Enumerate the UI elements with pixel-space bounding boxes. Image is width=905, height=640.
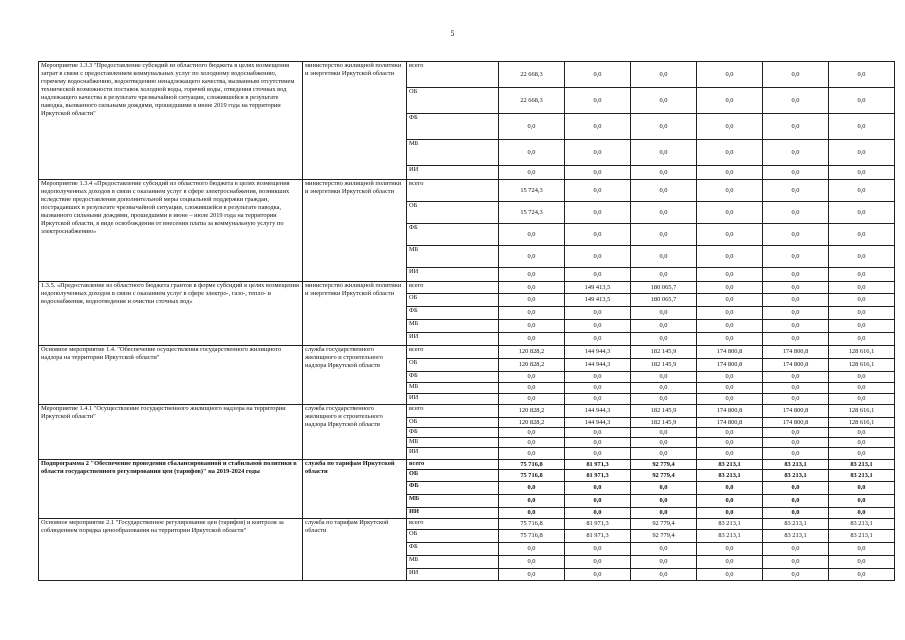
activity-name: Основное мероприятие 2.1 "Государственное регулирование цен (тарифов) и контроля за соблюдением порядка ценообразования на территории Иркутской области"	[39, 519, 303, 581]
amount-cell: 0,0	[631, 140, 697, 166]
amount-cell: 0,0	[697, 320, 763, 333]
executor-name: министерство жилищной политики и энергетики Иркутской области	[303, 282, 407, 346]
amount-cell: 0,0	[763, 383, 829, 394]
amount-cell: 0,0	[763, 282, 829, 294]
amount-cell: 0,0	[499, 438, 565, 448]
page-number: 5	[450, 29, 455, 38]
amount-cell: 0,0	[829, 320, 895, 333]
amount-cell: 0,0	[565, 383, 631, 394]
amount-cell: 0,0	[763, 114, 829, 140]
amount-cell: 174 800,8	[697, 359, 763, 372]
amount-cell: 0,0	[829, 448, 895, 460]
amount-cell: 0,0	[631, 307, 697, 320]
amount-cell: 83 213,1	[697, 470, 763, 482]
amount-cell: 0,0	[631, 438, 697, 448]
amount-cell: 0,0	[565, 428, 631, 438]
amount-cell: 0,0	[697, 88, 763, 114]
amount-cell: 0,0	[631, 268, 697, 282]
amount-cell: 0,0	[499, 482, 565, 495]
funding-source: МБ	[407, 383, 499, 394]
funding-source: ОБ	[407, 294, 499, 307]
amount-cell: 0,0	[697, 166, 763, 180]
amount-cell: 182 145,9	[631, 346, 697, 359]
amount-cell: 0,0	[763, 246, 829, 268]
amount-cell: 0,0	[631, 320, 697, 333]
amount-cell: 0,0	[697, 333, 763, 346]
funding-source: ОБ	[407, 418, 499, 428]
amount-cell: 0,0	[697, 556, 763, 569]
amount-cell: 128 616,1	[829, 418, 895, 428]
amount-cell: 92 779,4	[631, 460, 697, 470]
amount-cell: 92 779,4	[631, 530, 697, 543]
amount-cell: 174 800,8	[697, 405, 763, 418]
amount-cell: 0,0	[631, 428, 697, 438]
amount-cell: 0,0	[763, 438, 829, 448]
activity-name: 1.3.5. «Предоставление из областного бюджета грантов в форме субсидий в целях возмещения недополученных доходов в связи с оказанием услуг в сфере электро-, газо-, тепло- и водоснабжения, водоотведения и очистки сточных вод»	[39, 282, 303, 346]
amount-cell: 0,0	[697, 448, 763, 460]
amount-cell: 0,0	[829, 202, 895, 224]
activity-name: Основное мероприятие 1.4. "Обеспечение осуществления государственного жилищного надзора на территории Иркутской области"	[39, 346, 303, 405]
amount-cell: 0,0	[631, 246, 697, 268]
amount-cell: 0,0	[697, 428, 763, 438]
amount-cell: 81 971,3	[565, 470, 631, 482]
amount-cell: 174 800,8	[697, 346, 763, 359]
amount-cell: 180 065,7	[631, 282, 697, 294]
table-row	[39, 62, 895, 88]
amount-cell: 0,0	[631, 62, 697, 88]
funding-source: ФБ	[407, 372, 499, 383]
funding-source: ОБ	[407, 470, 499, 482]
amount-cell: 0,0	[499, 428, 565, 438]
funding-source: ИИ	[407, 268, 499, 282]
amount-cell: 0,0	[565, 394, 631, 405]
amount-cell: 0,0	[631, 166, 697, 180]
amount-cell: 83 213,1	[763, 530, 829, 543]
amount-cell: 0,0	[829, 62, 895, 88]
amount-cell: 128 616,1	[829, 346, 895, 359]
amount-cell: 0,0	[763, 482, 829, 495]
amount-cell: 75 716,8	[499, 519, 565, 530]
amount-cell: 0,0	[499, 246, 565, 268]
funding-source: всего	[407, 346, 499, 359]
amount-cell: 0,0	[829, 114, 895, 140]
amount-cell: 0,0	[763, 268, 829, 282]
amount-cell: 0,0	[697, 543, 763, 556]
amount-cell: 0,0	[631, 543, 697, 556]
amount-cell: 0,0	[829, 88, 895, 114]
amount-cell: 0,0	[565, 140, 631, 166]
amount-cell: 83 213,1	[763, 460, 829, 470]
amount-cell: 0,0	[565, 307, 631, 320]
executor-name: служба государственного жилищного и строительного надзора Иркутской области	[303, 405, 407, 460]
amount-cell: 81 971,3	[565, 530, 631, 543]
amount-cell: 0,0	[697, 246, 763, 268]
amount-cell: 0,0	[565, 438, 631, 448]
amount-cell: 120 828,2	[499, 418, 565, 428]
amount-cell: 0,0	[565, 224, 631, 246]
amount-cell: 0,0	[565, 202, 631, 224]
amount-cell: 0,0	[697, 569, 763, 581]
amount-cell: 83 213,1	[697, 460, 763, 470]
amount-cell: 0,0	[829, 569, 895, 581]
amount-cell: 0,0	[763, 320, 829, 333]
amount-cell: 0,0	[829, 294, 895, 307]
amount-cell: 0,0	[631, 114, 697, 140]
table-body	[39, 62, 895, 581]
amount-cell: 0,0	[697, 372, 763, 383]
executor-name: служба по тарифам Иркутской области	[303, 519, 407, 581]
amount-cell: 0,0	[631, 224, 697, 246]
amount-cell: 0,0	[565, 88, 631, 114]
amount-cell: 180 065,7	[631, 294, 697, 307]
funding-source: всего	[407, 519, 499, 530]
amount-cell: 0,0	[829, 495, 895, 508]
amount-cell: 0,0	[565, 495, 631, 508]
amount-cell: 0,0	[565, 482, 631, 495]
amount-cell: 0,0	[499, 508, 565, 519]
amount-cell: 0,0	[499, 448, 565, 460]
amount-cell: 0,0	[631, 482, 697, 495]
amount-cell: 75 716,8	[499, 460, 565, 470]
table-row	[39, 282, 895, 294]
amount-cell: 0,0	[499, 383, 565, 394]
amount-cell: 0,0	[499, 320, 565, 333]
amount-cell: 174 800,8	[697, 418, 763, 428]
amount-cell: 0,0	[763, 333, 829, 346]
amount-cell: 128 616,1	[829, 405, 895, 418]
amount-cell: 22 668,3	[499, 88, 565, 114]
amount-cell: 0,0	[565, 268, 631, 282]
funding-source: всего	[407, 180, 499, 202]
table-row	[39, 460, 895, 470]
amount-cell: 0,0	[763, 166, 829, 180]
executor-name: служба по тарифам Иркутской области	[303, 460, 407, 519]
table-row	[39, 346, 895, 359]
amount-cell: 0,0	[499, 294, 565, 307]
amount-cell: 0,0	[565, 556, 631, 569]
amount-cell: 0,0	[829, 166, 895, 180]
amount-cell: 0,0	[631, 569, 697, 581]
funding-source: ОБ	[407, 359, 499, 372]
amount-cell: 0,0	[763, 202, 829, 224]
amount-cell: 0,0	[499, 372, 565, 383]
amount-cell: 83 213,1	[697, 530, 763, 543]
amount-cell: 0,0	[697, 383, 763, 394]
amount-cell: 0,0	[697, 482, 763, 495]
amount-cell: 144 944,3	[565, 418, 631, 428]
amount-cell: 0,0	[829, 180, 895, 202]
amount-cell: 0,0	[829, 246, 895, 268]
funding-source: ФБ	[407, 428, 499, 438]
funding-source: ИИ	[407, 569, 499, 581]
executor-name: министерство жилищной политики и энергетики Иркутской области	[303, 180, 407, 282]
amount-cell: 0,0	[763, 294, 829, 307]
funding-source: МБ	[407, 320, 499, 333]
amount-cell: 83 213,1	[829, 519, 895, 530]
amount-cell: 0,0	[829, 383, 895, 394]
amount-cell: 182 145,9	[631, 405, 697, 418]
amount-cell: 0,0	[565, 448, 631, 460]
activity-name: Мероприятие 1.3.4 «Предоставление субсидий из областного бюджета в целях возмещения недополученных доходов в связи с оказанием услуг в сфере электроснабжения, возникших вследствие предоставления дополнительной меры социальной поддержки граждан, пострадавших в результате чрезвычайной ситуации, сложившейся в результате паводка, вызванного сильными дождями, прошедшими в июне – июле 2019 года на территории Иркутской области, в виде освобождения от внесения платы за коммунальную услугу по электроснабжению»	[39, 180, 303, 282]
amount-cell: 0,0	[763, 428, 829, 438]
funding-source: ИИ	[407, 448, 499, 460]
amount-cell: 0,0	[829, 556, 895, 569]
amount-cell: 0,0	[697, 307, 763, 320]
amount-cell: 0,0	[829, 372, 895, 383]
amount-cell: 0,0	[763, 88, 829, 114]
amount-cell: 0,0	[499, 282, 565, 294]
amount-cell: 0,0	[565, 372, 631, 383]
amount-cell: 0,0	[829, 543, 895, 556]
amount-cell: 0,0	[565, 508, 631, 519]
amount-cell: 149 413,5	[565, 282, 631, 294]
amount-cell: 0,0	[631, 508, 697, 519]
amount-cell: 75 716,8	[499, 530, 565, 543]
funding-source: ФБ	[407, 114, 499, 140]
amount-cell: 149 413,5	[565, 294, 631, 307]
amount-cell: 0,0	[565, 569, 631, 581]
table-row	[39, 405, 895, 418]
activity-name: Подпрограмма 2 "Обеспечение проведения сбалансированной и стабильной политики в области государственного регулирования цен (тарифов)" на 2019-2024 годы	[39, 460, 303, 519]
amount-cell: 0,0	[763, 394, 829, 405]
amount-cell: 83 213,1	[829, 460, 895, 470]
amount-cell: 0,0	[763, 140, 829, 166]
amount-cell: 0,0	[763, 448, 829, 460]
amount-cell: 0,0	[631, 448, 697, 460]
amount-cell: 83 213,1	[829, 470, 895, 482]
amount-cell: 0,0	[499, 394, 565, 405]
amount-cell: 0,0	[697, 394, 763, 405]
amount-cell: 0,0	[697, 495, 763, 508]
amount-cell: 182 145,9	[631, 359, 697, 372]
table-row	[39, 519, 895, 530]
amount-cell: 0,0	[565, 62, 631, 88]
amount-cell: 0,0	[697, 282, 763, 294]
amount-cell: 0,0	[829, 140, 895, 166]
amount-cell: 0,0	[697, 202, 763, 224]
amount-cell: 0,0	[763, 508, 829, 519]
amount-cell: 0,0	[565, 246, 631, 268]
amount-cell: 0,0	[499, 569, 565, 581]
amount-cell: 0,0	[697, 114, 763, 140]
funding-table	[38, 61, 895, 581]
funding-source: МБ	[407, 438, 499, 448]
amount-cell: 0,0	[697, 140, 763, 166]
amount-cell: 83 213,1	[697, 519, 763, 530]
amount-cell: 0,0	[631, 333, 697, 346]
amount-cell: 174 800,8	[763, 346, 829, 359]
funding-source: ФБ	[407, 482, 499, 495]
amount-cell: 0,0	[565, 114, 631, 140]
amount-cell: 0,0	[697, 224, 763, 246]
amount-cell: 182 145,9	[631, 418, 697, 428]
amount-cell: 0,0	[763, 569, 829, 581]
amount-cell: 0,0	[565, 333, 631, 346]
amount-cell: 0,0	[499, 268, 565, 282]
amount-cell: 83 213,1	[763, 519, 829, 530]
amount-cell: 0,0	[829, 307, 895, 320]
amount-cell: 0,0	[631, 383, 697, 394]
funding-source: всего	[407, 405, 499, 418]
amount-cell: 174 800,8	[763, 359, 829, 372]
amount-cell: 0,0	[697, 180, 763, 202]
amount-cell: 92 779,4	[631, 470, 697, 482]
amount-cell: 174 800,8	[763, 405, 829, 418]
amount-cell: 75 716,8	[499, 470, 565, 482]
amount-cell: 0,0	[565, 543, 631, 556]
funding-source: МБ	[407, 246, 499, 268]
amount-cell: 120 828,2	[499, 359, 565, 372]
amount-cell: 120 828,2	[499, 346, 565, 359]
funding-source: всего	[407, 62, 499, 88]
amount-cell: 0,0	[499, 307, 565, 320]
amount-cell: 120 828,2	[499, 405, 565, 418]
amount-cell: 0,0	[829, 333, 895, 346]
funding-source: всего	[407, 282, 499, 294]
amount-cell: 0,0	[763, 543, 829, 556]
funding-source: МБ	[407, 140, 499, 166]
amount-cell: 0,0	[499, 224, 565, 246]
funding-source: ФБ	[407, 224, 499, 246]
funding-source: ИИ	[407, 508, 499, 519]
amount-cell: 0,0	[829, 268, 895, 282]
amount-cell: 0,0	[829, 428, 895, 438]
amount-cell: 0,0	[697, 62, 763, 88]
funding-source: ОБ	[407, 88, 499, 114]
amount-cell: 0,0	[499, 114, 565, 140]
funding-source: всего	[407, 460, 499, 470]
funding-source: МБ	[407, 556, 499, 569]
funding-source: ИИ	[407, 333, 499, 346]
amount-cell: 0,0	[631, 372, 697, 383]
executor-name: служба государственного жилищного и строительного надзора Иркутской области	[303, 346, 407, 405]
amount-cell: 0,0	[829, 282, 895, 294]
amount-cell: 83 213,1	[829, 530, 895, 543]
amount-cell: 144 944,3	[565, 346, 631, 359]
amount-cell: 0,0	[829, 482, 895, 495]
funding-source: МБ	[407, 495, 499, 508]
activity-name: Мероприятие 1.3.3 "Предоставление субсидий из областного бюджета в целях возмещения затрат в связи с предоставлением коммунальных услуг по холодному водоснабжению, горячему водоснабжению, водоотведению ненадлежащего качества, вызванным отсутствием технической возможности поставок холодной воды, горячей воды, отведения сточных вод надлежащего качества в результате чрезвычайной ситуации, сложившейся в результате паводка, вызванного сильными дождями, прошедшими в июне 2019 года на территории Иркутской области"	[39, 62, 303, 180]
amount-cell: 83 213,1	[763, 470, 829, 482]
amount-cell: 144 944,3	[565, 405, 631, 418]
amount-cell: 0,0	[829, 224, 895, 246]
amount-cell: 128 616,1	[829, 359, 895, 372]
amount-cell: 0,0	[763, 372, 829, 383]
amount-cell: 0,0	[565, 180, 631, 202]
amount-cell: 0,0	[697, 438, 763, 448]
amount-cell: 0,0	[499, 495, 565, 508]
amount-cell: 174 800,8	[763, 418, 829, 428]
amount-cell: 22 668,3	[499, 62, 565, 88]
amount-cell: 0,0	[697, 294, 763, 307]
amount-cell: 15 724,3	[499, 202, 565, 224]
table-row	[39, 180, 895, 202]
amount-cell: 0,0	[631, 202, 697, 224]
amount-cell: 0,0	[697, 268, 763, 282]
amount-cell: 81 971,3	[565, 519, 631, 530]
funding-source: ОБ	[407, 530, 499, 543]
amount-cell: 0,0	[565, 166, 631, 180]
executor-name: министерство жилищной политики и энергетики Иркутской области	[303, 62, 407, 180]
amount-cell: 0,0	[631, 495, 697, 508]
amount-cell: 0,0	[763, 556, 829, 569]
amount-cell: 0,0	[631, 556, 697, 569]
amount-cell: 0,0	[565, 320, 631, 333]
funding-source: ФБ	[407, 307, 499, 320]
funding-source: ИИ	[407, 166, 499, 180]
amount-cell: 0,0	[631, 88, 697, 114]
amount-cell: 0,0	[763, 495, 829, 508]
amount-cell: 0,0	[763, 224, 829, 246]
amount-cell: 0,0	[499, 140, 565, 166]
amount-cell: 0,0	[763, 180, 829, 202]
funding-source: ИИ	[407, 394, 499, 405]
amount-cell: 0,0	[829, 438, 895, 448]
amount-cell: 0,0	[763, 307, 829, 320]
amount-cell: 92 779,4	[631, 519, 697, 530]
funding-source: ОБ	[407, 202, 499, 224]
amount-cell: 0,0	[499, 556, 565, 569]
amount-cell: 15 724,3	[499, 180, 565, 202]
amount-cell: 0,0	[631, 180, 697, 202]
amount-cell: 0,0	[499, 543, 565, 556]
amount-cell: 0,0	[697, 508, 763, 519]
amount-cell: 81 971,3	[565, 460, 631, 470]
amount-cell: 0,0	[499, 333, 565, 346]
amount-cell: 0,0	[829, 394, 895, 405]
funding-source: ФБ	[407, 543, 499, 556]
amount-cell: 0,0	[499, 166, 565, 180]
amount-cell: 0,0	[631, 394, 697, 405]
amount-cell: 0,0	[763, 62, 829, 88]
activity-name: Мероприятие 1.4.1 "Осуществление государственного жилищного надзора на территории Иркутской области"	[39, 405, 303, 460]
amount-cell: 0,0	[829, 508, 895, 519]
amount-cell: 144 944,3	[565, 359, 631, 372]
